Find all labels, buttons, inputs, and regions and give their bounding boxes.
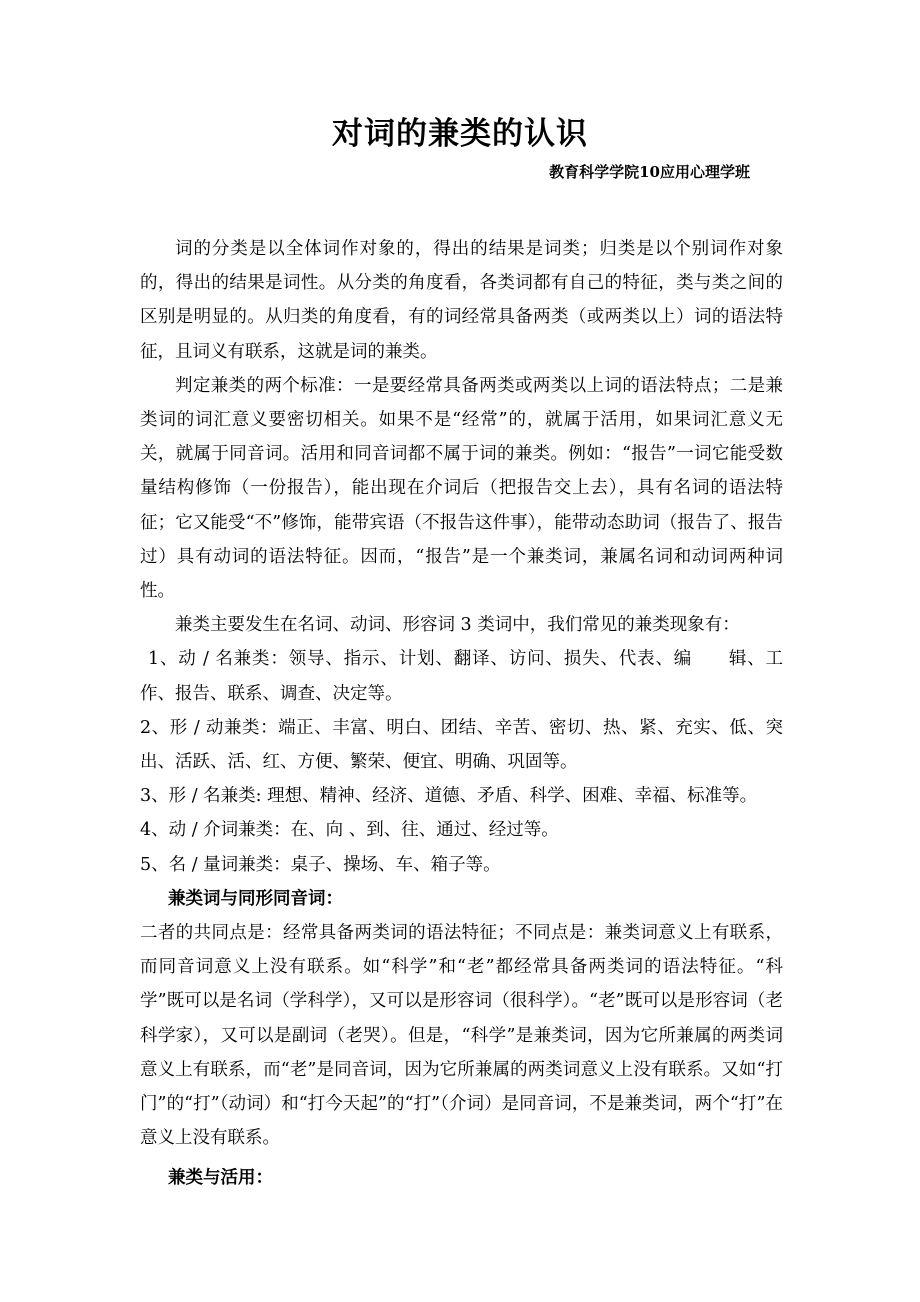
section-heading-homonym: 兼类词与同形同音词： bbox=[168, 888, 343, 909]
list-item: 4、动 / 介词兼类：在、向 、到、往、通过、经过等。 bbox=[140, 820, 559, 841]
list-item: 5、名 / 量词兼类：桌子、操场、车、箱子等。 bbox=[140, 854, 501, 875]
list-item: 1、动 / 名兼类：领导、指示、计划、翻译、访问、损失、代表、编 辑、工作、报告、联系、调查、决定等。 bbox=[140, 649, 783, 704]
paragraph-intro: 词的分类是以全体词作对象的，得出的结果是词类；归类是以个别词作对象的，得出的结果是词性。从分类的角度看，各类词都有自己的特征，类与类之间的区别是明显的。从归类的角度看，有的词经常具备两类（或两类以上）词的语法特征，且词义有联系，这就是词的兼类。 bbox=[140, 239, 783, 362]
document-title: 对词的兼类的认识 bbox=[332, 116, 588, 152]
paragraph-criteria: 判定兼类的两个标准：一是要经常具备两类或两类以上词的语法特点；二是兼类词的词汇意义要密切相关。如果不是“经常”的，就属于活用，如果词汇意义无关，就属于同音词。活用和同音词都不属于词的兼类。例如：“报告”一词它能受数量结构修饰（一份报告），能出现在介词后（把报告交上去），具有名词的语法特征；它又能受“不”修饰，能带宾语（不报告这件事），能带动态助词（报告了、报告过）具有动词的语法特征。因而，“报告”是一个兼类词，兼属名词和动词两种词性。 bbox=[140, 375, 783, 602]
section-heading-flexible-use: 兼类与活用： bbox=[168, 1168, 273, 1189]
author-affiliation: 教育科学学院10应用心理学班 bbox=[549, 163, 750, 181]
document-body bbox=[140, 232, 783, 1196]
list-item: 3、形 / 名兼类: 理想、精神、经济、道德、矛盾、科学、困难、幸福、标准等。 bbox=[140, 786, 758, 807]
paragraph-list-intro: 兼类主要发生在名词、动词、形容词 3 类词中，我们常见的兼类现象有： bbox=[175, 615, 740, 636]
list-item: 2、形 / 动兼类：端正、丰富、明白、团结、辛苦、密切、热、紧、充实、低、突出、活跃、活、红、方便、繁荣、便宜、明确、巩固等。 bbox=[140, 717, 783, 773]
paragraph-homonym: 二者的共同点是：经常具备两类词的语法特征；不同点是：兼类词意义上有联系，而同音词意义上没有联系。如“科学”和“老”都经常具备两类词的语法特征。“科学”既可以是名词（学科学），又可以是形容词（很科学）。“老”既可以是形容词（老科学家），又可以是副词（老哭）。但是，“科学”是兼类词，因为它所兼属的两类词意义上有联系，而“老”是同音词，因为它所兼属的两类词意义上没有联系。又如“打门”的“打”（动词）和“打今天起”的“打”（介词）是同音词，不是兼类词，两个“打”在意义上没有联系。 bbox=[140, 923, 783, 1149]
